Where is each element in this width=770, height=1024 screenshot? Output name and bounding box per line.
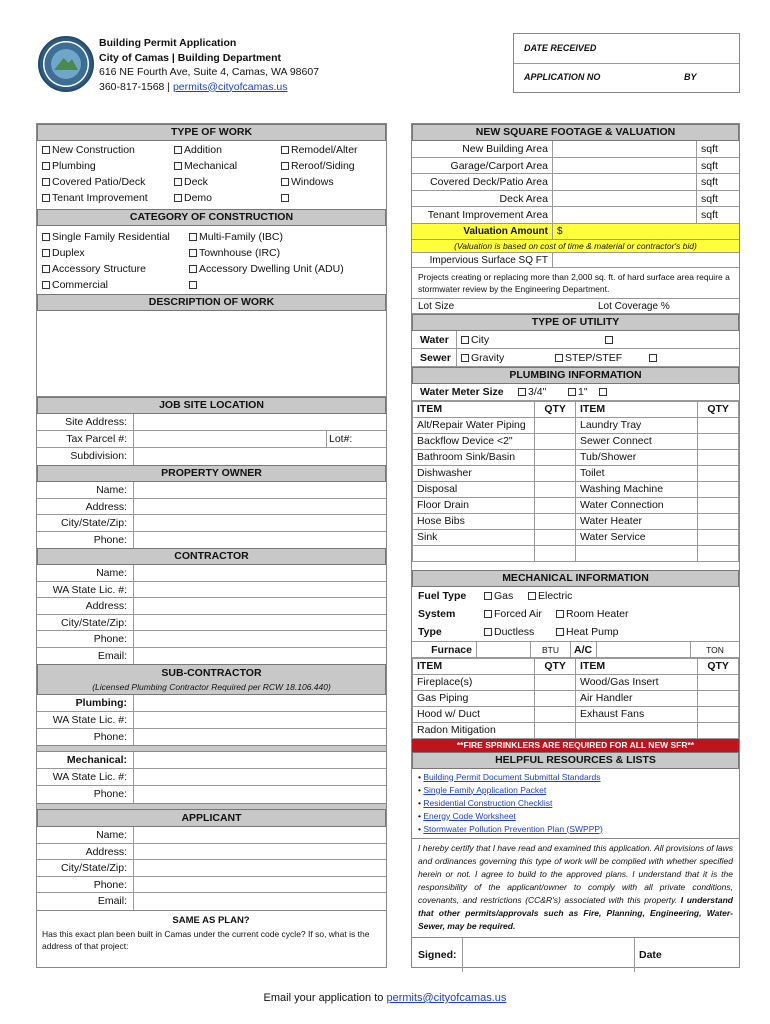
checkbox-icon[interactable] xyxy=(42,146,50,154)
contractor-field-input[interactable] xyxy=(133,565,386,581)
contractor-field-input[interactable] xyxy=(133,631,386,647)
qty-cell[interactable] xyxy=(535,433,576,449)
item-header: ITEM xyxy=(576,401,698,417)
category-header: CATEGORY OF CONSTRUCTION xyxy=(37,209,386,226)
sqft-label: Covered Deck/Patio Area xyxy=(430,176,548,188)
city-seal-icon xyxy=(38,36,94,92)
work-type-label: Covered Patio/Deck xyxy=(52,176,146,188)
category-label: Accessory Dwelling Unit (ADU) xyxy=(199,263,344,275)
contractor-field-input[interactable] xyxy=(133,598,386,614)
water-other-checkbox[interactable] xyxy=(605,336,613,344)
owner-field-label: City/State/Zip: xyxy=(61,517,127,529)
work-type-label: Plumbing xyxy=(52,160,96,172)
right-column xyxy=(411,123,740,968)
qty-cell[interactable] xyxy=(698,545,739,561)
ductless-checkbox[interactable] xyxy=(484,628,492,636)
subdivision-input[interactable] xyxy=(133,448,386,465)
sqft-header: NEW SQUARE FOOTAGE & VALUATION xyxy=(412,124,739,141)
site-address-input[interactable] xyxy=(133,414,386,430)
checkbox-icon[interactable] xyxy=(281,194,289,202)
city-label: City xyxy=(471,333,490,346)
item-cell: Hood w/ Duct xyxy=(413,706,535,722)
resource-link[interactable]: Energy Code Worksheet xyxy=(423,810,516,821)
qty-cell[interactable] xyxy=(698,481,739,497)
meter-1-checkbox[interactable] xyxy=(568,388,576,396)
category-option[interactable] xyxy=(42,277,170,293)
category-option[interactable] xyxy=(189,277,344,293)
forced-air-label: Forced Air xyxy=(494,607,542,620)
checkbox-icon[interactable] xyxy=(174,162,182,170)
qty-cell[interactable] xyxy=(535,497,576,513)
mechanical-phone-label: Phone: xyxy=(93,788,127,800)
item-cell: Washing Machine xyxy=(576,481,698,497)
item-cell: Disposal xyxy=(413,481,535,497)
same-as-plan-title: SAME AS PLAN? xyxy=(172,914,250,926)
item-cell: Toilet xyxy=(576,465,698,481)
furnace-label: Furnace xyxy=(431,643,472,656)
sqft-label: Tenant Improvement Area xyxy=(427,209,548,221)
sqft-input[interactable] xyxy=(552,158,696,174)
checkbox-icon[interactable] xyxy=(42,178,50,186)
left-column xyxy=(36,123,387,968)
qty-cell[interactable] xyxy=(535,690,576,706)
applicant-field-input[interactable] xyxy=(133,893,386,910)
work-type-label: Windows xyxy=(291,176,334,188)
ac-input[interactable] xyxy=(596,642,690,657)
item-cell xyxy=(576,545,698,561)
item-cell: Water Heater xyxy=(576,513,698,529)
applicant-field-input[interactable] xyxy=(133,860,386,876)
plumbing-label: Plumbing: xyxy=(75,697,127,709)
job-site-header: JOB SITE LOCATION xyxy=(37,397,386,414)
office-use-box xyxy=(513,33,740,93)
item-cell: Backflow Device <2" xyxy=(413,433,535,449)
item-cell: Tub/Shower xyxy=(576,449,698,465)
date-received-label: DATE RECEIVED xyxy=(524,43,597,53)
valuation-note: (Valuation is based on cost of time & material or contractor's bid) xyxy=(412,240,739,253)
work-type-label: New Construction xyxy=(52,144,135,156)
item-cell xyxy=(413,545,535,561)
sqft-input[interactable] xyxy=(552,191,696,207)
footer-text: Email your application to xyxy=(263,992,387,1004)
owner-field-input[interactable] xyxy=(133,499,386,515)
contractor-field-label: City/State/Zip: xyxy=(61,616,127,629)
category-option[interactable] xyxy=(189,261,344,277)
bullet-icon: • xyxy=(418,771,424,782)
header-block xyxy=(99,36,359,94)
sqft-unit: sqft xyxy=(696,141,739,157)
mechanical-table xyxy=(412,658,739,739)
category-label: Townhouse (IRC) xyxy=(199,247,281,259)
type-label: Type xyxy=(418,625,442,638)
checkbox-icon[interactable] xyxy=(42,194,50,202)
lot-coverage-label: Lot Coverage % xyxy=(598,300,670,312)
qty-cell[interactable] xyxy=(698,433,739,449)
impervious-input[interactable] xyxy=(552,253,739,267)
work-type-label: Addition xyxy=(184,144,222,156)
plumbing-table xyxy=(412,401,739,562)
qty-cell[interactable] xyxy=(535,449,576,465)
work-type-label: Deck xyxy=(184,176,208,188)
sqft-rows xyxy=(412,141,739,224)
sqft-input[interactable] xyxy=(552,207,696,223)
qty-cell[interactable] xyxy=(535,481,576,497)
category-label: Multi-Family (IBC) xyxy=(199,231,283,243)
applicant-field-label: Email: xyxy=(97,895,127,907)
qty-cell[interactable] xyxy=(535,674,576,690)
work-type-option[interactable] xyxy=(174,158,237,174)
qty-cell[interactable] xyxy=(535,545,576,561)
checkbox-icon[interactable] xyxy=(174,194,182,202)
category-option[interactable] xyxy=(42,261,170,277)
qty-header: QTY xyxy=(698,401,739,417)
ac-label: A/C xyxy=(570,642,596,657)
step-checkbox[interactable] xyxy=(555,354,563,362)
checkbox-icon[interactable] xyxy=(281,162,289,170)
contractor-field-label: Address: xyxy=(85,600,127,612)
qty-cell[interactable] xyxy=(698,674,739,690)
mechanical-lic-label: WA State Lic. #: xyxy=(52,771,127,783)
description-field[interactable] xyxy=(37,311,386,397)
item-cell: Air Handler xyxy=(576,690,698,706)
category-label: Duplex xyxy=(52,247,85,259)
bullet-icon: • xyxy=(418,823,424,834)
contractor-field-input[interactable] xyxy=(133,582,386,598)
type-of-work-options xyxy=(37,141,386,209)
checkbox-icon[interactable] xyxy=(42,162,50,170)
sqft-unit: sqft xyxy=(696,207,739,223)
footer xyxy=(0,992,770,1004)
qty-cell[interactable] xyxy=(535,529,576,545)
contractor-field-label: Email: xyxy=(97,649,127,662)
resource-link[interactable]: Stormwater Pollution Prevention Plan (SWPPP) xyxy=(423,823,603,834)
qty-header: QTY xyxy=(535,401,576,417)
item-cell: Water Service xyxy=(576,529,698,545)
qty-cell[interactable] xyxy=(698,722,739,738)
owner-fields xyxy=(37,482,386,548)
date-label: Date xyxy=(634,938,739,972)
owner-field-label: Address: xyxy=(85,500,127,513)
resource-item xyxy=(418,810,739,823)
type-of-work-header: TYPE OF WORK xyxy=(37,124,386,141)
work-type-option[interactable] xyxy=(174,142,237,158)
fuel-type-label: Fuel Type xyxy=(418,589,467,602)
item-cell: Sewer Connect xyxy=(576,433,698,449)
item-cell: Wood/Gas Insert xyxy=(576,674,698,690)
description-header: DESCRIPTION OF WORK xyxy=(37,294,386,311)
contractor-field-input[interactable] xyxy=(133,615,386,631)
applicant-field-input[interactable] xyxy=(133,844,386,860)
contractor-fields xyxy=(37,565,386,664)
work-type-option[interactable] xyxy=(174,190,237,206)
qty-cell[interactable] xyxy=(535,513,576,529)
applicant-field-label: Phone: xyxy=(93,878,127,891)
owner-field-label: Phone: xyxy=(93,533,127,546)
qty-cell[interactable] xyxy=(535,722,576,738)
checkbox-icon[interactable] xyxy=(42,249,50,257)
qty-cell[interactable] xyxy=(535,417,576,433)
contractor-field-label: Name: xyxy=(96,567,127,579)
category-label: Commercial xyxy=(52,279,109,291)
impervious-label: Impervious Surface SQ FT xyxy=(429,254,548,266)
qty-cell[interactable] xyxy=(698,465,739,481)
footer-email-link[interactable]: permits@cityofcamas.us xyxy=(386,992,507,1004)
owner-field-input[interactable] xyxy=(133,515,386,531)
utility-header: TYPE OF UTILITY xyxy=(412,314,739,331)
applicant-field-label: Address: xyxy=(85,845,127,858)
ductless-label: Ductless xyxy=(494,625,535,638)
checkbox-icon[interactable] xyxy=(281,178,289,186)
plumbing-lic-input[interactable] xyxy=(133,712,386,728)
work-type-option[interactable] xyxy=(42,142,148,158)
item-cell: Exhaust Fans xyxy=(576,706,698,722)
valuation-label: Valuation Amount xyxy=(463,225,548,237)
site-address-label: Site Address: xyxy=(65,416,127,428)
heat-pump-checkbox[interactable] xyxy=(556,628,564,636)
furnace-input[interactable] xyxy=(476,642,530,657)
lot-size-label: Lot Size xyxy=(418,300,455,312)
item-cell: Bathroom Sink/Basin xyxy=(413,449,535,465)
applicant-field-label: Name: xyxy=(96,829,127,841)
item-cell: Dishwasher xyxy=(413,465,535,481)
ton-label: TON xyxy=(690,642,739,657)
plumbing-phone-input[interactable] xyxy=(133,729,386,745)
sewer-other-checkbox[interactable] xyxy=(649,354,657,362)
tax-parcel-input[interactable] xyxy=(133,431,326,447)
contractor-field-label: WA State Lic. #: xyxy=(52,583,127,596)
category-label: Single Family Residential xyxy=(52,231,170,243)
checkbox-icon[interactable] xyxy=(42,281,50,289)
item-cell: Fireplace(s) xyxy=(413,674,535,690)
checkbox-icon[interactable] xyxy=(174,178,182,186)
valuation-row xyxy=(412,224,739,240)
property-owner-header: PROPERTY OWNER xyxy=(37,465,386,482)
checkbox-icon[interactable] xyxy=(42,265,50,273)
qty-cell[interactable] xyxy=(698,497,739,513)
contractor-header: CONTRACTOR xyxy=(37,548,386,565)
applicant-field-input[interactable] xyxy=(133,827,386,843)
checkbox-icon[interactable] xyxy=(189,281,197,289)
checkbox-icon[interactable] xyxy=(42,233,50,241)
sqft-input[interactable] xyxy=(552,141,696,157)
work-type-label: Demo xyxy=(184,192,213,204)
tax-parcel-label: Tax Parcel #: xyxy=(66,433,127,445)
category-option[interactable] xyxy=(189,245,344,261)
plumbing-phone-label: Phone: xyxy=(93,731,127,743)
room-heater-label: Room Heater xyxy=(566,607,629,620)
gas-checkbox[interactable] xyxy=(484,592,492,600)
work-type-option[interactable] xyxy=(281,142,358,158)
bullet-icon: • xyxy=(418,810,424,821)
bullet-icon: • xyxy=(418,797,424,808)
sqft-label: Deck Area xyxy=(499,192,548,205)
mechanical-label: Mechanical: xyxy=(66,754,127,766)
sprinkler-banner: **FIRE SPRINKLERS ARE REQUIRED FOR ALL NEW SFR** xyxy=(412,739,739,752)
forced-air-checkbox[interactable] xyxy=(484,610,492,618)
applicant-fields xyxy=(37,827,386,910)
meter-34-label: 3/4" xyxy=(528,385,547,398)
item-cell xyxy=(576,722,698,738)
meter-34-checkbox[interactable] xyxy=(518,388,526,396)
checkbox-icon[interactable] xyxy=(281,146,289,154)
sqft-unit: sqft xyxy=(696,174,739,190)
applicant-field-input[interactable] xyxy=(133,877,386,893)
item-cell: Gas Piping xyxy=(413,690,535,706)
work-type-option[interactable] xyxy=(174,174,237,190)
work-type-option[interactable] xyxy=(42,174,148,190)
signature-input[interactable] xyxy=(462,938,634,972)
checkbox-icon[interactable] xyxy=(189,233,197,241)
work-type-label: Reroof/Siding xyxy=(291,160,355,172)
item-cell: Floor Drain xyxy=(413,497,535,513)
stormwater-note: Projects creating or replacing more than 2,000 sq. ft. of hard surface area require a stormwater review by the Engineering Department. xyxy=(412,268,739,299)
mechanical-header: MECHANICAL INFORMATION xyxy=(412,570,739,587)
room-heater-checkbox[interactable] xyxy=(556,610,564,618)
btu-label: BTU xyxy=(530,642,570,657)
application-no-label: APPLICATION NO xyxy=(524,72,601,82)
category-option[interactable] xyxy=(42,245,170,261)
mechanical-phone-input[interactable] xyxy=(133,786,386,803)
meter-other-checkbox[interactable] xyxy=(599,388,607,396)
sqft-unit: sqft xyxy=(696,191,739,207)
contractor-field-input[interactable] xyxy=(133,648,386,665)
electric-checkbox[interactable] xyxy=(528,592,536,600)
item-header: ITEM xyxy=(413,658,535,674)
resource-item xyxy=(418,771,739,784)
dept-email-link[interactable]: permits@cityofcamas.us xyxy=(172,80,288,93)
item-cell: Radon Mitigation xyxy=(413,722,535,738)
applicant-field-label: City/State/Zip: xyxy=(61,862,127,874)
resource-link[interactable]: Building Permit Document Submittal Standards xyxy=(423,771,601,782)
dept-address: 616 NE Fourth Ave, Suite 4, Camas, WA 98607 xyxy=(99,66,320,78)
category-option[interactable] xyxy=(189,229,344,245)
resource-item xyxy=(418,823,739,836)
mechanical-lic-input[interactable] xyxy=(133,769,386,785)
resource-link[interactable]: Single Family Application Packet xyxy=(423,784,547,795)
qty-cell[interactable] xyxy=(698,690,739,706)
resource-item xyxy=(418,784,739,797)
lot-label: Lot#: xyxy=(326,431,386,447)
heat-pump-label: Heat Pump xyxy=(566,625,619,638)
qty-cell[interactable] xyxy=(698,417,739,433)
plumbing-lic-label: WA State Lic. #: xyxy=(52,714,127,726)
applicant-header: APPLICANT xyxy=(37,809,386,827)
category-label: Accessory Structure xyxy=(52,263,146,275)
item-header: ITEM xyxy=(576,658,698,674)
sqft-label: New Building Area xyxy=(462,143,548,155)
qty-cell[interactable] xyxy=(698,706,739,722)
category-option[interactable] xyxy=(42,229,170,245)
resources-header: HELPFUL RESOURCES & LISTS xyxy=(412,752,739,769)
owner-field-input[interactable] xyxy=(133,482,386,498)
gas-label: Gas xyxy=(494,589,514,602)
sqft-input[interactable] xyxy=(552,174,696,190)
checkbox-icon[interactable] xyxy=(189,265,197,273)
subcontractor-header: SUB-CONTRACTOR (Licensed Plumbing Contractor Required per RCW 18.106.440) xyxy=(37,664,386,695)
qty-cell[interactable] xyxy=(698,449,739,465)
city-checkbox[interactable] xyxy=(461,336,469,344)
contractor-field-label: Phone: xyxy=(93,633,127,645)
work-type-option[interactable] xyxy=(42,158,148,174)
item-cell: Alt/Repair Water Piping xyxy=(413,417,535,433)
checkbox-icon[interactable] xyxy=(189,249,197,257)
category-options xyxy=(37,226,386,294)
mechanical-input[interactable] xyxy=(133,752,386,768)
subdivision-label: Subdivision: xyxy=(70,450,127,462)
resources-list xyxy=(412,769,739,839)
work-type-option[interactable] xyxy=(42,190,148,206)
work-type-label: Mechanical xyxy=(184,160,238,172)
valuation-input[interactable]: $ xyxy=(552,224,739,239)
system-label: System xyxy=(418,607,456,620)
job-site-fields xyxy=(37,414,386,465)
sqft-unit: sqft xyxy=(696,158,739,174)
dept-phone: 360-817-1568 | xyxy=(99,80,173,93)
department: City of Camas | Building Department xyxy=(99,51,282,64)
plumbing-input[interactable] xyxy=(133,695,386,711)
work-type-option[interactable] xyxy=(281,190,358,206)
plumbing-header: PLUMBING INFORMATION xyxy=(412,367,739,384)
qty-cell[interactable] xyxy=(698,529,739,545)
owner-field-label: Name: xyxy=(96,484,127,496)
meter-size-label: Water Meter Size xyxy=(420,385,504,398)
work-type-option[interactable] xyxy=(281,174,358,190)
subcontractor-fields xyxy=(37,695,386,803)
certification-text: I hereby certify that I have read and examined this application. All provisions of laws and ordinances governing this type of work will be complied with whether specified herein or not. I agree to build to the approved plans. I understand that it is the responsibility of the applicant/owner to comply with all private conditions, covenants, and restrictions (CC&R's) associated with this property. I understand that other permits/approvals such as Fire, Planning, Engineering, Water-Sewer, may be required. xyxy=(412,839,739,938)
same-as-plan-text: Has this exact plan been built in Camas under the current code cycle? If so, what is the address of that project: xyxy=(42,928,370,951)
checkbox-icon[interactable] xyxy=(174,146,182,154)
sewer-label: Sewer xyxy=(420,351,451,364)
resource-item xyxy=(418,797,739,810)
qty-header: QTY xyxy=(698,658,739,674)
qty-cell[interactable] xyxy=(535,465,576,481)
gravity-checkbox[interactable] xyxy=(461,354,469,362)
form-title: Building Permit Application xyxy=(99,37,237,49)
item-header: ITEM xyxy=(413,401,535,417)
subcontractor-note: (Licensed Plumbing Contractor Required per RCW 18.106.440) xyxy=(92,682,331,692)
work-type-label: Remodel/Alter xyxy=(291,144,358,156)
qty-cell[interactable] xyxy=(535,706,576,722)
by-label: BY xyxy=(684,72,697,82)
signed-label: Signed: xyxy=(418,948,457,961)
work-type-option[interactable] xyxy=(281,158,358,174)
resource-link[interactable]: Residential Construction Checklist xyxy=(423,797,553,808)
item-cell: Sink xyxy=(413,529,535,545)
item-cell: Hose Bibs xyxy=(413,513,535,529)
step-label: STEP/STEF xyxy=(565,351,623,364)
meter-1-label: 1" xyxy=(578,385,588,398)
bullet-icon: • xyxy=(418,784,424,795)
water-label: Water xyxy=(420,333,449,346)
electric-label: Electric xyxy=(538,589,573,602)
qty-header: QTY xyxy=(535,658,576,674)
work-type-label: Tenant Improvement xyxy=(52,192,148,204)
gravity-label: Gravity xyxy=(471,351,505,364)
item-cell: Water Connection xyxy=(576,497,698,513)
item-cell: Laundry Tray xyxy=(576,417,698,433)
owner-field-input[interactable] xyxy=(133,532,386,549)
sqft-label: Garage/Carport Area xyxy=(450,159,548,172)
qty-cell[interactable] xyxy=(698,513,739,529)
